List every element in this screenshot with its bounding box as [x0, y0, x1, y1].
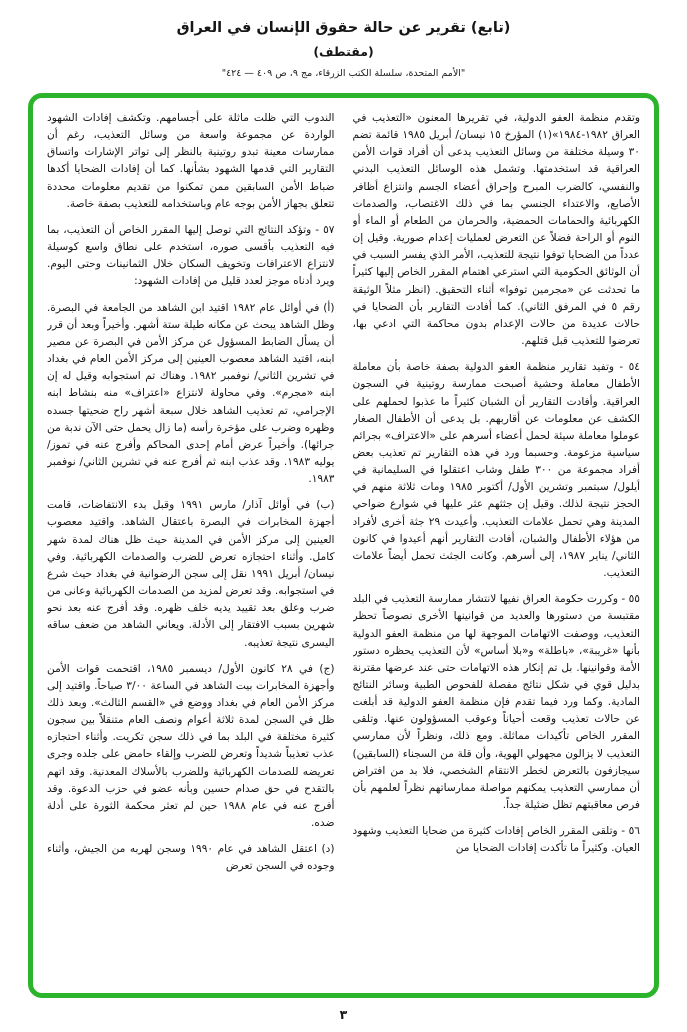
left-column	[47, 110, 335, 981]
paragraph-55: ٥٥ - وكررت حكومة العراق نفيها لانتشار ممارسة التعذيب في البلد مقتبسة من دستورها والعديد من قوانينها الأخرى نصوصاً تحظر التعذيب، ووصفت الاتهامات الموجهة لها من منظمة العفو الدولية بأنها «غريبة»، «باطلة» و«بلا أساس» لأن التعذيب يحظره دستور الأمة وقوانينها. بل تم إنكار هذه الاتهامات حتى عند عرضها مقترنة بدليل قوي في شكل نتائج مفصلة للفحوص الطبية وسائر النتائج المادية. وكما ورد فيما تقدم فإن منظمة العفو الدولية قد أبلغت عن حالات تعذيب وقعت أحياناً وعوقب المسؤولون عنها. وتلقى المقرر الخاص تأكيدات مماثلة. ومع ذلك، ونظراً لأن ممارسي التعذيب لا يزالون مجهولي الهوية، وأن قلة من السجناء (السابقين) سيجازفون بالتعرض لخطر الانتقام الشخصي، فلا بد من افتراض أن ممارسي التعذيب يمكنهم مواصلة ممارساتهم نظراً لعلمهم بأن فرص معاقبتهم تظل ضئيلة جداً.	[352, 593, 640, 812]
paragraph-54: ٥٤ - وتفيد تقارير منظمة العفو الدولية بصفة خاصة بأن معاملة الأطفال معاملة وحشية أصبحت ممارسة روتينية في السجون العراقية. وأفادت التقارير أن الشبان كثيراً ما عذبوا لحملهم على الكشف عن معلومات عن أقاربهم. بل يدعى أن الأطفال الصغار عوملوا معاملة سيئة لحمل أعضاء أسرهم على «الاعتراف» بجرائم سياسية مزعومة. وحسبما ورد في هذه التقارير تم تعذيب بعض أفراد مجموعة من ٣٠٠ طفل وشاب اعتقلوا في السليمانية في أيلول/ سبتمبر وتشرين الأول/ أكتوبر ١٩٨٥ ومات ثلاثة منهم في الحجز نتيجة لذلك. وقيل إن جثثهم عثر عليها في شوارع ضواحي المدينة وهي تحمل علامات التعذيب. وأعيدت ٢٩ جثة أخرى لأفراد من هؤلاء الأطفال والشبان، أفادت التقارير أنهم أعيدوا في كانون الثاني/ يناير ١٩٨٧، إلى أسرهم. وكانت الجثث تحمل أيضاً علامات التعذيب.	[352, 361, 640, 580]
two-column-layout	[47, 110, 640, 981]
page-subtitle: (مقتطف)	[313, 44, 374, 59]
testimony-d: (د) اعتقل الشاهد في عام ١٩٩٠ وسجن لهربه من الجيش، وأثناء وجوده في السجن تعرض	[47, 843, 335, 873]
testimony-a: (أ) في أوائل عام ١٩٨٢ اقتيد ابن الشاهد من الجامعة في البصرة. وظل الشاهد يبحث عن مكانه طيلة ستة أشهر. وأخيراً وبعد أن قرر أن يسأل الضابط المسؤول عن مركز الأمن في البصرة عن مصير ابنه، اقتيد الشاهد معصوب العينين إلى مركز الأمن العام في بغداد في تشرين الثاني/ نوفمبر ١٩٨٢. وهناك تم استجوابه وقيل له إن ابنه «مجرم». وفي محاولة لانتزاع «اعتراف» منه بنشاط ابنه الإجرامي، تم تعذيب الشاهد خلال سبعة أشهر راح ضحيتها جسده وظهره وضرب على مؤخرة رأسه (ما زال يحمل حتى الآن ندبة من جرائها). وأخيراً عرض أمام إحدى المحاكم وأفرج عنه في تموز/ يوليه ١٩٨٣. وقد عذب ابنه ثم أفرج عنه في تشرين الثاني/ نوفمبر ١٩٨٣.	[47, 301, 335, 486]
testimony-b: (ب) في أوائل آذار/ مارس ١٩٩١ وقبل بدء الانتفاضات، قامت أجهزة المخابرات في البصرة باعتقال الشاهد. واقتيد معصوب العينين إلى مركز الأمن في المدينة حيث ظل هناك لمدة شهر كامل. وأثناء احتجازه تعرض للضرب والصدمات الكهربائية. وفي نيسان/ أبريل ١٩٩١ نقل إلى سجن الرضوانية في بغداد حيث شرع في استجوابه. وقد تعرض لمزيد من الصدمات الكهربائية وعانى من ضرب وعلق بعد تقييد يديه خلف ظهره. وقد أفرج عنه بعد نحو شهرين بسبب الافتقار إلى الأدلة. ويعاني الشاهد من ضعف ساقه اليسرى نتيجة تعذيبه.	[47, 499, 335, 649]
page-footer	[0, 998, 687, 1032]
right-column	[353, 110, 641, 981]
testimony-c: (ج) في ٢٨ كانون الأول/ ديسمبر ١٩٨٥، اقتحمت قوات الأمن وأجهزة المخابرات بيت الشاهد في الساعة ٣/٠٠ صباحاً. واقتيد إلى مركز الأمن العام في بغداد ووضع في «القسم الثالث». وبعد ذلك ظل في السجن لمدة ثلاثة أعوام ونصف العام متنقلاً بين سجون كثيرة مختلفة في البلد بما في ذلك سجن تكريت. وأثناء احتجازه عذب تعذيباً شديداً وتعرض للضرب وإلقاء حامض على جلده وجرى تعريضه للصدمات الكهربائية وللضرب بالأسلاك المعدنية. وقد اتهم بالتقدح في حق صدام حسين وبأنه عضو في حزب الدعوة. وقد أفرج عنه في عام ١٩٨٨ حين لم تعثر محكمة الثورة على أدلة ضده.	[47, 662, 335, 830]
paragraph-53-continuation: وتقدم منظمة العفو الدولية، في تقريرها المعنون «التعذيب في العراق ١٩٨٢-١٩٨٤»(١) المؤرخ ١٥ نيسان/ أبريل ١٩٨٥ قائمة تضم ٣٠ وسيلة مختلفة من وسائل التعذيب يدعى أن أفراد قوات الأمن العراقية قد استخدمتها. وتشمل هذه الوسائل التعذيب البدني والنفسي، كالضرب المبرح وإحراق أعضاء الجسم وانتزاع أظافر الأصابع، والاعتداء الجنسي بما في ذلك الاغتصاب، والصدمات الكهربائية والحمامات الحمضية، والحرمان من الطعام أو الماء أو النوم أو الراحة فضلاً عن التعرض لعمليات إعدام صورية. وقيل إن عدداً من الضحايا توفوا نتيجة للتعذيب، الأمر الذي يفسر السبب في أن الوثائق الحكومية التي استرعي اهتمام المقرر الخاص إليها كثيراً ما تحدثت عن «مجرمين توفوا» أثناء التحقيق. (انظر مثلاً الوثيقة رقم ٥ في المرفق الثاني). كما أفادت التقارير بأن الضحايا في حالات عديدة من حالات الإعدام بدون محاكمة التي ادعي بها، تعرضوا للتعذيب قبل قتلهم.	[352, 112, 640, 348]
page-number: ٣	[339, 1007, 348, 1022]
page-header	[0, 0, 687, 79]
paragraph-56-continuation: الندوب التي ظلت ماثلة على أجسامهم. وتكشف إفادات الشهود الواردة عن مجموعة واسعة من وسائل التعذيب، رغم أن ممارسات معينة تبدو روتينية بالنظر إلى تواتر الإشارات واتساق التقارير التي قدمها الشهود بشأنها. كما أن إفادات الضحايا أكدها ضباط الأمن السابقين ممن تمكنوا من تقديم معلومات محددة تتعلق بجهاز الأمن بوجه عام وباستخدامه للتعذيب بصفة خاصة.	[47, 112, 335, 210]
paragraph-56: ٥٦ - وتلقى المقرر الخاص إفادات كثيرة من ضحايا التعذيب وشهود العيان. وكثيراً ما تأكدت إفادات الضحايا من	[352, 825, 640, 855]
green-border-frame	[28, 93, 659, 998]
page-title: (تابع) تقرير عن حالة حقوق الإنسان في العراق	[176, 20, 511, 36]
source-citation: "الأمم المتحدة، سلسلة الكتب الزرقاء، مج ٩، ص ٤٠٩ — ٤٢٤"	[221, 68, 466, 79]
paragraph-57: ٥٧ - وتؤكد النتائج التي توصل إليها المقرر الخاص أن التعذيب، بما فيه التعذيب بأقسى صوره، استخدم على نطاق واسع كوسيلة لانتزاع الاعترافات وتخويف السكان خلال الثمانينات وحتى اليوم. ويرد أدناه موجز لعدد قليل من إفادات الشهود:	[47, 223, 335, 288]
